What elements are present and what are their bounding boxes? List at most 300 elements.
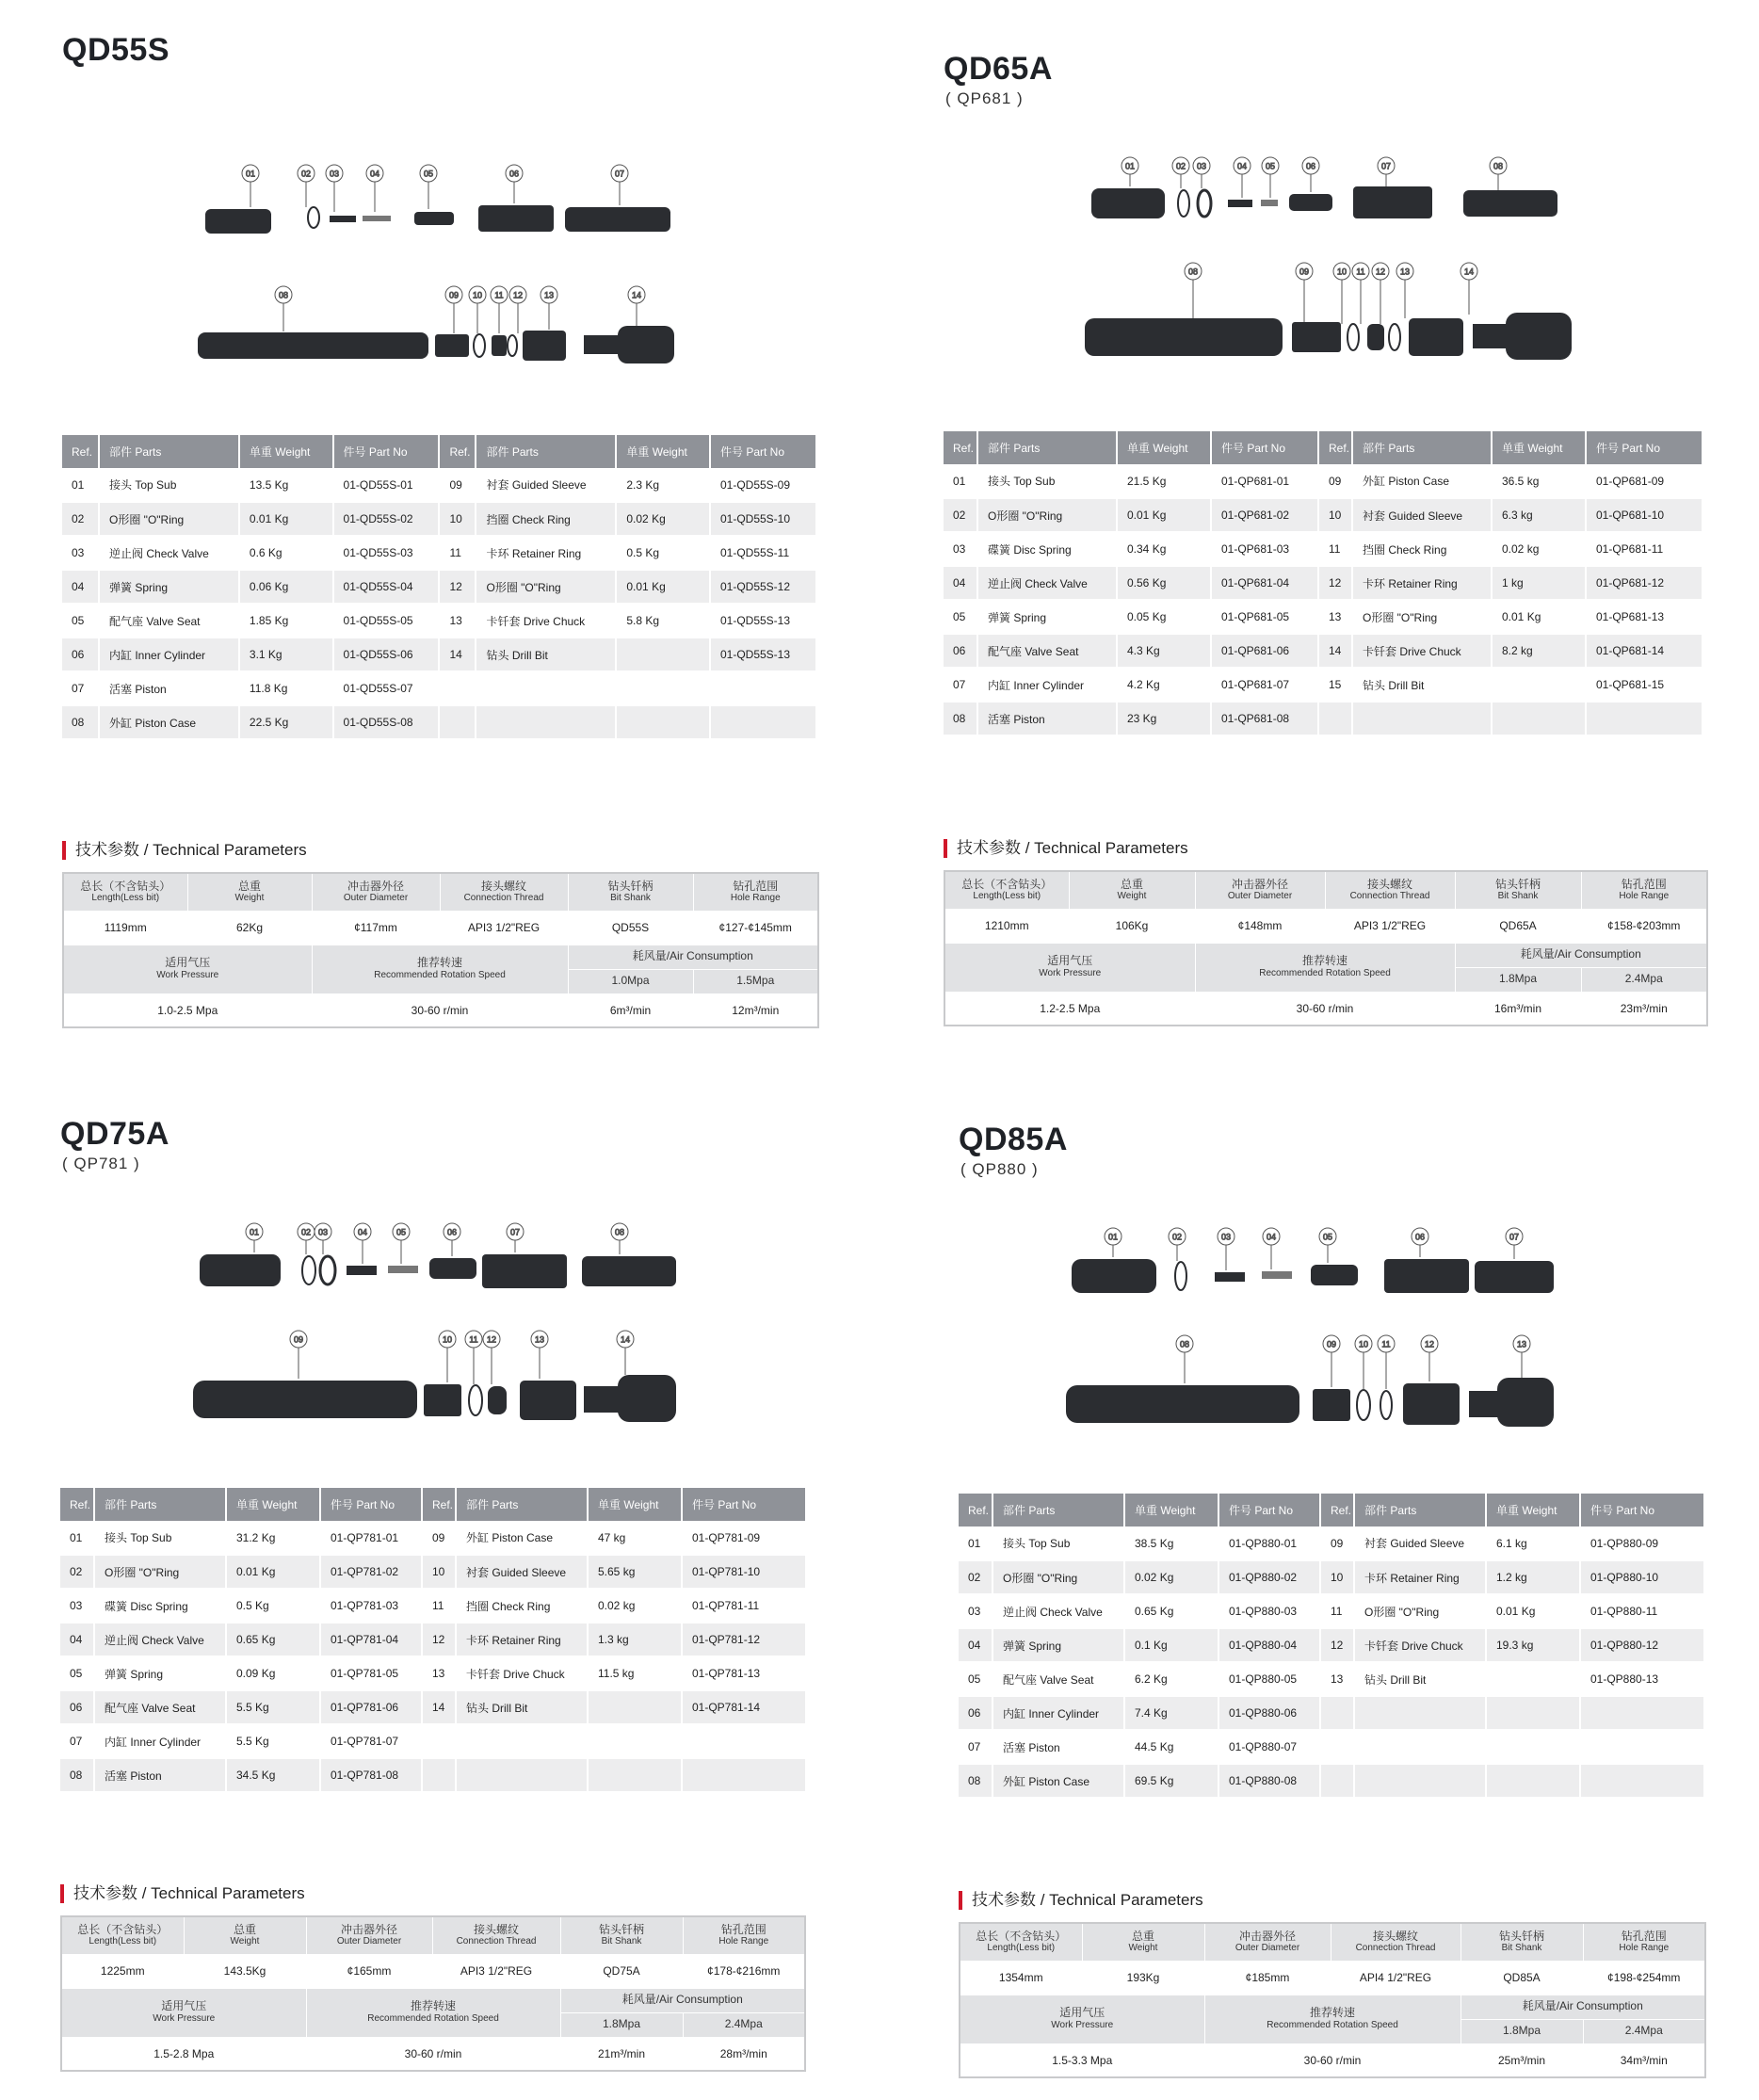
cell: 30-60 r/min <box>1195 992 1455 1026</box>
cell: 6.1 kg <box>1486 1527 1580 1560</box>
cell <box>1318 702 1352 735</box>
cell: 冲击器外径 <box>347 879 404 893</box>
table-row <box>62 536 816 570</box>
cell: 01-QD55S-08 <box>333 705 440 739</box>
cell: O形圈 "O"Ring <box>977 498 1117 532</box>
cell: 01-QP781-05 <box>320 1656 422 1690</box>
callout-label: 10 <box>1358 1339 1369 1349</box>
table-row <box>944 498 1703 532</box>
cell: 02 <box>944 498 977 532</box>
cell: 01-QD55S-13 <box>710 638 816 671</box>
cell: 3.1 Kg <box>239 638 333 671</box>
cell: 耗风量/Air Consumption <box>1455 943 1707 967</box>
col-ref: Ref. <box>62 435 99 468</box>
cell: 01-QD55S-07 <box>333 671 440 705</box>
cell: 2.4Mpa <box>683 2012 805 2037</box>
cell: 01-QD55S-13 <box>710 604 816 638</box>
cell <box>1320 1696 1354 1730</box>
cell: 12 <box>439 570 476 604</box>
callout-label: 13 <box>543 290 555 300</box>
table-row <box>959 1560 1704 1594</box>
cell: 01-QD55S-05 <box>333 604 440 638</box>
table-row <box>944 464 1703 498</box>
cell: 01-QP880-08 <box>1218 1764 1320 1798</box>
callout-label: 03 <box>317 1227 329 1237</box>
cell: 适用气压 <box>1047 954 1093 968</box>
cell: 耗风量/Air Consumption <box>1460 1995 1705 2019</box>
callout-label: 14 <box>1463 267 1475 277</box>
cell: 31.2 Kg <box>226 1521 320 1555</box>
table-row <box>62 705 816 739</box>
cell: 接头 Top Sub <box>977 464 1117 498</box>
cell: 07 <box>60 1724 94 1758</box>
cell: 01-QP781-06 <box>320 1690 422 1724</box>
cell: 01-QP781-04 <box>320 1623 422 1656</box>
cell: 单重 Weight <box>1492 431 1586 464</box>
cell: 1210mm <box>944 909 1069 943</box>
cell: 配气座 Valve Seat <box>94 1690 226 1724</box>
cell: 逆止阀 Check Valve <box>94 1623 226 1656</box>
callout-label: 01 <box>245 169 256 179</box>
cell: 0.02 Kg <box>616 502 710 536</box>
callout-label: 06 <box>508 169 520 179</box>
cell: 01-QP880-11 <box>1580 1594 1704 1628</box>
cell: Connection Thread <box>1355 1943 1436 1954</box>
table-row <box>60 1758 806 1792</box>
cell <box>616 638 710 671</box>
cell: 01 <box>944 464 977 498</box>
cell: ¢148mm <box>1195 909 1325 943</box>
cell: 01 <box>60 1521 94 1555</box>
cell: 4.3 Kg <box>1117 634 1211 668</box>
callout-label: 03 <box>1220 1232 1232 1242</box>
cell: 01-QP681-13 <box>1586 600 1703 634</box>
cell: 内缸 Inner Cylinder <box>992 1696 1124 1730</box>
parts-drawing <box>188 1215 687 1441</box>
cell: 逆止阀 Check Valve <box>977 566 1117 600</box>
cell: 配气座 Valve Seat <box>977 634 1117 668</box>
cell: 13 <box>1320 1662 1354 1696</box>
cell: Ref. <box>944 431 977 464</box>
cell: 活塞 Piston <box>94 1758 226 1792</box>
cell: QD55S <box>568 911 693 945</box>
cell: 1.5Mpa <box>693 969 818 993</box>
table-row <box>959 1764 1704 1798</box>
cell: QD75A <box>560 1954 683 1988</box>
cell <box>422 1724 456 1758</box>
cell: 接头螺纹 <box>473 1922 519 1936</box>
cell: 38.5 Kg <box>1124 1527 1218 1560</box>
cell: 碟簧 Disc Spring <box>977 532 1117 566</box>
cell: 06 <box>60 1690 94 1724</box>
table-row <box>959 1527 1704 1560</box>
cell: 0.01 Kg <box>1117 498 1211 532</box>
callout-label: 10 <box>442 1334 453 1345</box>
cell: 适用气压 <box>165 956 211 970</box>
callout-label: 02 <box>1171 1232 1183 1242</box>
cell: 05 <box>959 1662 992 1696</box>
callout-label: 07 <box>509 1227 521 1237</box>
parts-drawing <box>1077 149 1605 375</box>
cell <box>682 1724 806 1758</box>
panel-qd85a <box>880 1050 1759 2100</box>
cell <box>588 1758 682 1792</box>
parts-drawing <box>188 160 716 377</box>
parts-table <box>62 435 817 740</box>
cell: 12 <box>422 1623 456 1656</box>
cell <box>1352 702 1492 735</box>
cell: 11 <box>439 536 476 570</box>
cell: API3 1/2"REG <box>432 1954 560 1988</box>
col-weight: 单重 Weight <box>239 435 333 468</box>
cell: 11 <box>422 1589 456 1623</box>
callout-label: 13 <box>1399 267 1411 277</box>
cell: ¢117mm <box>312 911 440 945</box>
col-partno: 件号 Part No <box>333 435 440 468</box>
cell: 01-QP781-12 <box>682 1623 806 1656</box>
cell: 0.02 kg <box>588 1589 682 1623</box>
cell: 1.85 Kg <box>239 604 333 638</box>
cell: Recommended Rotation Speed <box>1267 2020 1398 2031</box>
cell <box>1492 702 1586 735</box>
cell: 外缸 Piston Case <box>1352 464 1492 498</box>
cell: 1.2-2.5 Mpa <box>944 992 1195 1026</box>
cell: 部件 Parts <box>1352 431 1492 464</box>
cell: 配气座 Valve Seat <box>99 604 239 638</box>
callout-label: 04 <box>1236 161 1248 171</box>
cell <box>1586 702 1703 735</box>
cell: 05 <box>62 604 99 638</box>
cell <box>588 1690 682 1724</box>
cell: QD65A <box>1455 909 1581 943</box>
cell: Hole Range <box>730 893 781 904</box>
cell: 钻孔范围 <box>733 879 779 893</box>
col-ref: Ref. <box>439 435 476 468</box>
table-row <box>62 502 816 536</box>
cell: 21m³/min <box>560 2037 683 2071</box>
cell: ¢165mm <box>306 1954 432 1988</box>
cell: 1.8Mpa <box>1460 2019 1583 2043</box>
cell: 0.65 Kg <box>226 1623 320 1656</box>
cell: O形圈 "O"Ring <box>1352 600 1492 634</box>
cell: 08 <box>60 1758 94 1792</box>
cell: Ref. <box>1320 1494 1354 1527</box>
cell: 推荐转速 <box>1301 954 1347 968</box>
cell: 钻头钎柄 <box>1498 1929 1544 1943</box>
callout-label: 04 <box>1266 1232 1277 1242</box>
cell: Connection Thread <box>1349 891 1430 902</box>
table-row <box>944 634 1703 668</box>
cell: 13.5 Kg <box>239 468 333 502</box>
panel-qd65a <box>880 0 1759 1050</box>
cell: 0.34 Kg <box>1117 532 1211 566</box>
model-title: QD75A <box>60 1116 169 1152</box>
callout-label: 12 <box>486 1334 497 1345</box>
cell <box>1354 1764 1486 1798</box>
cell: 部件 Parts <box>1354 1494 1486 1527</box>
parts-table <box>944 431 1703 736</box>
callout-label: 07 <box>1509 1232 1520 1242</box>
cell: 03 <box>60 1589 94 1623</box>
cell: 弹簧 Spring <box>977 600 1117 634</box>
cell: 适用气压 <box>161 1999 207 2013</box>
cell: 01-QP781-09 <box>682 1521 806 1555</box>
cell: 5.5 Kg <box>226 1690 320 1724</box>
cell: 1 kg <box>1492 566 1586 600</box>
cell: 接头 Top Sub <box>992 1527 1124 1560</box>
cell: 1.2 kg <box>1486 1560 1580 1594</box>
cell: Bit Shank <box>1497 891 1539 902</box>
cell: 01-QP781-13 <box>682 1656 806 1690</box>
callout-label: 14 <box>631 290 642 300</box>
cell: 12 <box>1320 1628 1354 1662</box>
cell: 01-QP681-04 <box>1211 566 1318 600</box>
cell: 0.01 Kg <box>226 1555 320 1589</box>
cell: 01-QP880-05 <box>1218 1662 1320 1696</box>
col-parts: 部件 Parts <box>476 435 616 468</box>
cell: 接头螺纹 <box>480 879 526 893</box>
cell: 04 <box>959 1628 992 1662</box>
cell: 11.8 Kg <box>239 671 333 705</box>
cell: QD85A <box>1460 1961 1583 1995</box>
exploded-parts-diagram <box>188 1215 687 1441</box>
cell <box>439 671 476 705</box>
cell: ¢185mm <box>1204 1961 1331 1995</box>
cell: 0.01 Kg <box>616 570 710 604</box>
cell: 件号 Part No <box>1211 431 1318 464</box>
callout-label: 11 <box>1381 1339 1391 1349</box>
callout-label: 11 <box>494 290 504 300</box>
cell: 10 <box>439 502 476 536</box>
callout-label: 03 <box>1196 161 1207 171</box>
cell: Outer Diameter <box>1235 1943 1300 1954</box>
cell: 11 <box>1318 532 1352 566</box>
callout-label: 12 <box>1375 267 1386 277</box>
cell: 衬套 Guided Sleeve <box>1352 498 1492 532</box>
cell: 件号 Part No <box>1218 1494 1320 1527</box>
cell: 钻头 Drill Bit <box>476 638 616 671</box>
cell: 1.5-2.8 Mpa <box>61 2037 306 2071</box>
cell: Hole Range <box>1619 1943 1670 1954</box>
cell: 钻头钎柄 <box>607 879 654 893</box>
cell: 接头 Top Sub <box>94 1521 226 1555</box>
table-row <box>62 638 816 671</box>
cell: 01-QP681-09 <box>1586 464 1703 498</box>
cell: 16m³/min <box>1455 992 1581 1026</box>
cell: 8.2 kg <box>1492 634 1586 668</box>
cell: 01-QP681-10 <box>1586 498 1703 532</box>
callout-label: 08 <box>1179 1339 1190 1349</box>
cell: Bit Shank <box>610 893 651 904</box>
cell <box>1354 1730 1486 1764</box>
cell: Length(Less bit) <box>89 1936 157 1947</box>
cell: Hole Range <box>1619 891 1670 902</box>
cell: Outer Diameter <box>343 893 409 904</box>
cell: 01-QP781-08 <box>320 1758 422 1792</box>
cell: 活塞 Piston <box>99 671 239 705</box>
cell: 总长（不含钻头） <box>80 879 171 893</box>
cell: 件号 Part No <box>1580 1494 1704 1527</box>
cell: Length(Less bit) <box>91 893 160 904</box>
cell: 01-QP681-14 <box>1586 634 1703 668</box>
cell: 10 <box>1318 498 1352 532</box>
cell <box>1580 1696 1704 1730</box>
cell: 01-QP880-13 <box>1580 1662 1704 1696</box>
cell: Outer Diameter <box>336 1936 402 1947</box>
cell: 01-QD55S-12 <box>710 570 816 604</box>
callout-label: 01 <box>249 1227 260 1237</box>
callout-label: 08 <box>1493 161 1504 171</box>
callout-label: 02 <box>300 1227 312 1237</box>
cell: 12m³/min <box>693 993 818 1027</box>
cell: 2.4Mpa <box>1581 967 1707 992</box>
cell: 外缸 Piston Case <box>992 1764 1124 1798</box>
cell <box>1354 1696 1486 1730</box>
cell: 21.5 Kg <box>1117 464 1211 498</box>
cell: 01-QP681-15 <box>1586 668 1703 702</box>
cell: 01-QP880-01 <box>1218 1527 1320 1560</box>
cell: Length(Less bit) <box>987 1943 1056 1954</box>
cell: 08 <box>944 702 977 735</box>
cell: 挡圈 Check Ring <box>476 502 616 536</box>
cell: 13 <box>439 604 476 638</box>
exploded-parts-diagram <box>1064 1220 1563 1446</box>
cell: 卡钎套 Drive Chuck <box>1352 634 1492 668</box>
cell: 1.0Mpa <box>568 969 693 993</box>
cell: 28m³/min <box>683 2037 805 2071</box>
cell: 14 <box>439 638 476 671</box>
cell: 总重 <box>237 879 261 893</box>
cell: 0.09 Kg <box>226 1656 320 1690</box>
cell: 01-QP681-12 <box>1586 566 1703 600</box>
cell: Weight <box>1117 891 1147 902</box>
cell <box>1486 1662 1580 1696</box>
cell: Bit Shank <box>601 1936 642 1947</box>
cell: 总长（不含钻头） <box>976 1929 1067 1943</box>
cell: 单重 Weight <box>1486 1494 1580 1527</box>
cell: 1.8Mpa <box>1455 967 1581 992</box>
cell: 1354mm <box>960 1961 1082 1995</box>
cell: 01-QP781-07 <box>320 1724 422 1758</box>
cell: 配气座 Valve Seat <box>992 1662 1124 1696</box>
cell: 193Kg <box>1082 1961 1204 1995</box>
cell: 件号 Part No <box>682 1488 806 1521</box>
cell: 05 <box>60 1656 94 1690</box>
cell: 卡环 Retainer Ring <box>1352 566 1492 600</box>
cell: 内缸 Inner Cylinder <box>977 668 1117 702</box>
cell: 冲击器外径 <box>340 1922 397 1936</box>
callout-label: 09 <box>448 290 460 300</box>
cell: 总重 <box>1131 1929 1154 1943</box>
table-row <box>944 566 1703 600</box>
cell: 钻头钎柄 <box>598 1922 644 1936</box>
cell: 钻头 Drill Bit <box>456 1690 588 1724</box>
cell: 08 <box>62 705 99 739</box>
table-row <box>62 570 816 604</box>
cell: Weight <box>230 1936 260 1947</box>
cell: Work Pressure <box>1039 968 1102 979</box>
callout-label: 10 <box>1336 267 1347 277</box>
table-row <box>60 1623 806 1656</box>
callout-label: 01 <box>1107 1232 1119 1242</box>
cell: 0.01 Kg <box>1486 1594 1580 1628</box>
cell: Hole Range <box>718 1936 769 1947</box>
cell: 逆止阀 Check Valve <box>992 1594 1124 1628</box>
cell: 09 <box>439 468 476 502</box>
cell: 钻头 Drill Bit <box>1352 668 1492 702</box>
callout-label: 08 <box>1187 267 1199 277</box>
cell: 04 <box>60 1623 94 1656</box>
cell: O形圈 "O"Ring <box>992 1560 1124 1594</box>
tech-params-heading: 技术参数 / Technical Parameters <box>60 1883 305 1904</box>
cell <box>456 1724 588 1758</box>
cell: API4 1/2"REG <box>1331 1961 1460 1995</box>
cell: 13 <box>422 1656 456 1690</box>
cell: ¢127-¢145mm <box>693 911 818 945</box>
cell: 01-QP880-03 <box>1218 1594 1320 1628</box>
cell <box>710 671 816 705</box>
cell: 30-60 r/min <box>1204 2043 1460 2077</box>
cell: Length(Less bit) <box>973 891 1041 902</box>
cell: 09 <box>422 1521 456 1555</box>
cell: 06 <box>944 634 977 668</box>
cell: 03 <box>62 536 99 570</box>
table-row <box>60 1656 806 1690</box>
cell: ¢198-¢254mm <box>1583 1961 1705 1995</box>
exploded-parts-diagram <box>188 160 716 377</box>
table-row <box>959 1594 1704 1628</box>
cell: 总长（不含钻头） <box>77 1922 169 1936</box>
cell: 6.2 Kg <box>1124 1662 1218 1696</box>
cell: 06 <box>959 1696 992 1730</box>
cell: 碟簧 Disc Spring <box>94 1589 226 1623</box>
cell: 01-QP681-07 <box>1211 668 1318 702</box>
exploded-parts-diagram <box>1077 149 1605 375</box>
cell: 接头螺纹 <box>1372 1929 1418 1943</box>
cell: 11 <box>1320 1594 1354 1628</box>
cell: 01-QP880-09 <box>1580 1527 1704 1560</box>
cell: 01-QP880-02 <box>1218 1560 1320 1594</box>
cell: Ref. <box>60 1488 94 1521</box>
cell: 23m³/min <box>1581 992 1707 1026</box>
cell: 部件 Parts <box>456 1488 588 1521</box>
cell: Ref. <box>1318 431 1352 464</box>
cell <box>1486 1764 1580 1798</box>
table-row <box>944 668 1703 702</box>
cell: 01-QP681-11 <box>1586 532 1703 566</box>
cell <box>1320 1730 1354 1764</box>
cell: 0.01 Kg <box>239 502 333 536</box>
cell: 04 <box>62 570 99 604</box>
cell: Recommended Rotation Speed <box>1259 968 1391 979</box>
cell: 衬套 Guided Sleeve <box>456 1555 588 1589</box>
cell: 25m³/min <box>1460 2043 1583 2077</box>
cell: 单重 Weight <box>226 1488 320 1521</box>
cell: 钻头钎柄 <box>1494 877 1541 891</box>
callout-label: 01 <box>1124 161 1136 171</box>
cell: 01-QP781-01 <box>320 1521 422 1555</box>
col-weight: 单重 Weight <box>616 435 710 468</box>
cell: 内缸 Inner Cylinder <box>99 638 239 671</box>
table-row <box>959 1730 1704 1764</box>
cell <box>682 1758 806 1792</box>
callout-label: 09 <box>293 1334 304 1345</box>
callout-label: 07 <box>1380 161 1392 171</box>
cell: 02 <box>959 1560 992 1594</box>
cell: 01-QP681-03 <box>1211 532 1318 566</box>
cell: 03 <box>944 532 977 566</box>
cell: 0.5 Kg <box>616 536 710 570</box>
